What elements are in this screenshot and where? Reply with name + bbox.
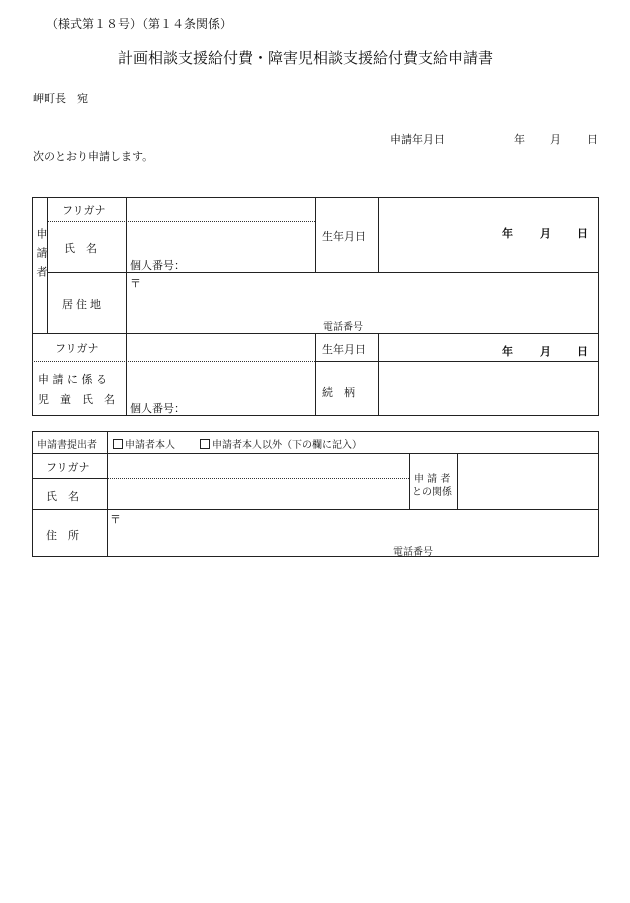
submitter-name-field[interactable] — [110, 481, 407, 507]
checkbox-self[interactable] — [113, 439, 123, 449]
applicant-birth-day: 日 — [577, 227, 588, 240]
applicant-name-field[interactable] — [128, 224, 313, 256]
submitter-address-field[interactable] — [110, 524, 590, 542]
submitter-phone-label: 電話番号 — [393, 547, 433, 558]
submitter-relation-label-line1: 申 請 者 — [414, 474, 451, 485]
applicant-birth-month: 月 — [540, 227, 551, 240]
intro-text: 次のとおり申請します。 — [33, 150, 154, 163]
child-name-label-line2: 児 童 氏 名 — [38, 393, 115, 406]
child-name-label-line1: 申 請 に 係 る — [38, 373, 107, 386]
submitter-option-self-label: 申請者本人 — [125, 440, 175, 451]
child-birth-month: 月 — [540, 345, 551, 358]
applicant-name-label: 氏 名 — [64, 242, 97, 255]
checkbox-other[interactable] — [200, 439, 210, 449]
submitter-postal-mark: 〒 — [110, 513, 121, 526]
applicant-postal-mark: 〒 — [130, 277, 141, 290]
child-birth-day: 日 — [577, 345, 588, 358]
page-title: 計画相談支援給付費・障害児相談支援給付費支給申請書 — [118, 49, 494, 67]
submitter-option-other-label: 申請者本人以外（下の欄に記入） — [212, 440, 362, 451]
submitter-label: 申請書提出者 — [37, 440, 97, 451]
child-relation-field[interactable] — [381, 364, 596, 413]
applicant-address-field[interactable] — [128, 290, 588, 314]
child-birth-year: 年 — [502, 345, 513, 358]
applicant-phone-label: 電話番号 — [323, 322, 363, 333]
applicant-section-label: 申請者 — [35, 228, 48, 285]
submitter-furigana-label: フリガナ — [46, 461, 90, 474]
submitter-name-label: 氏 名 — [46, 490, 79, 503]
applicant-furigana-field[interactable] — [128, 200, 313, 219]
child-personal-number-label: 個人番号： — [130, 402, 185, 415]
child-name-field[interactable] — [128, 364, 313, 394]
applicant-address-label: 居住地 — [62, 298, 104, 311]
submitter-address-label: 住 所 — [46, 529, 79, 542]
form-number: （様式第１８号）（第１４条関係） — [46, 17, 233, 31]
submitter-furigana-field[interactable] — [110, 456, 407, 476]
applicant-personal-number-label: 個人番号： — [130, 259, 185, 272]
applicant-furigana-label: フリガナ — [62, 204, 106, 217]
application-date-month: 月 — [550, 133, 561, 146]
applicant-birth-year: 年 — [502, 227, 513, 240]
child-furigana-label: フリガナ — [55, 342, 99, 355]
submitter-relation-field[interactable] — [460, 456, 596, 507]
child-furigana-field[interactable] — [128, 336, 313, 358]
child-birthdate-label: 生年月日 — [322, 343, 366, 356]
applicant-birthdate-label: 生年月日 — [322, 230, 366, 243]
application-date-day: 日 — [587, 133, 598, 146]
addressee: 岬町長 宛 — [33, 92, 88, 105]
application-date-year: 年 — [514, 133, 525, 146]
application-date-label: 申請年月日 — [390, 133, 445, 146]
submitter-option-other[interactable] — [200, 436, 362, 451]
submitter-relation-label-line2: との関係 — [412, 487, 452, 498]
child-relation-label: 続 柄 — [322, 386, 355, 399]
submitter-option-self[interactable] — [113, 436, 175, 451]
